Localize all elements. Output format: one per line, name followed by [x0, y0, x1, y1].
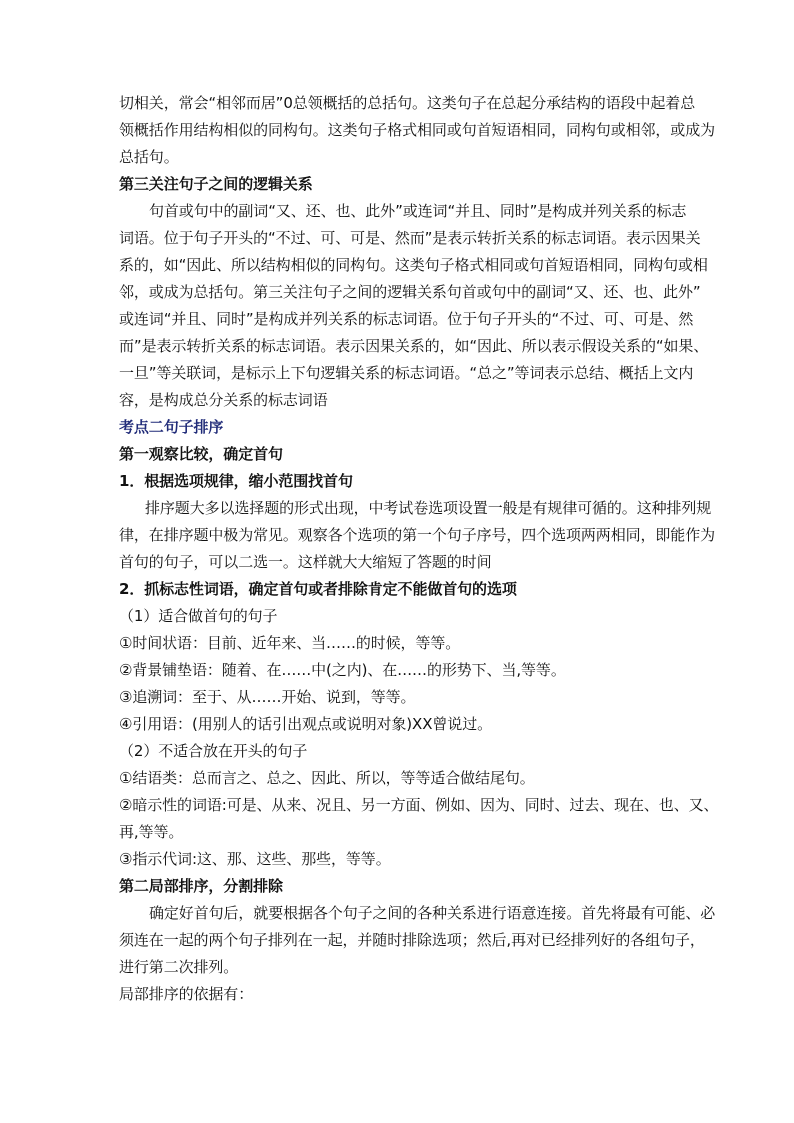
document-page — [119, 90, 719, 1008]
section-heading-logic: 第三关注句子之间的逻辑关系 — [119, 175, 313, 193]
suitable-list — [119, 630, 679, 738]
text-line: 排序题大多以选择题的形式出现，中考试卷选项设置一般是有规律可循的。这种排列规 — [145, 499, 712, 517]
list-item: ②背景铺垫语：随着、在……中(之内)、在……的形势下、当,等等。 — [119, 661, 566, 679]
text-line: 一旦”等关联词，是标示上下句逻辑关系的标志词语。“总之”等词表示总结、概括上文内 — [119, 364, 694, 382]
text-line: 律，在排序题中极为常见。观察各个选项的第一个句子序号，四个选项两两相同，即能作为 — [119, 526, 716, 544]
paragraph-local-sort — [119, 900, 716, 981]
paragraph-logic — [119, 198, 709, 414]
list-item: ②暗示性的词语:可是、从来、况且、另一方面、例如、因为、同时、过去、现在、也、又、 — [119, 796, 719, 814]
unsuitable-list — [119, 765, 719, 873]
final-line: 局部排序的依据有： — [119, 985, 254, 1003]
list-item: ①时间状语：目前、近年来、当……的时候，等等。 — [119, 634, 461, 652]
text-line: 或连词“并且、同时”是构成并列关系的标志词语。位于句子开头的“不过、可、可是、然 — [119, 310, 694, 328]
list-item: ③追溯词：至于、从……开始、说到，等等。 — [119, 688, 416, 706]
step2-heading: 第二局部排序，分割排除 — [119, 877, 283, 895]
list-item: 再,等等。 — [119, 823, 184, 841]
list-item: ④引用语：(用别人的话引出观点或说明对象)XX曾说过。 — [119, 715, 493, 733]
text-line: 切相关，常会“相邻而居”0总领概括的总括句。这类句子在总起分承结构的语段中起着总 — [119, 94, 696, 112]
text-line: 确定好首句后，就要根据各个句子之间的各种关系进行语意连接。首先将最有可能、必 — [149, 904, 716, 922]
text-line: 容，是构成总分关系的标志词语 — [119, 391, 328, 409]
kaodian-heading: 考点二句子排序 — [119, 418, 224, 436]
sub1-heading: 1．根据选项规律，缩小范围找首句 — [119, 472, 353, 490]
step1-heading: 第一观察比较，确定首句 — [119, 445, 283, 463]
sub2-heading: 2．抓标志性词语，确定首句或者排除肯定不能做首句的选项 — [119, 580, 517, 598]
list-item: ③指示代词:这、那、这些、那些，等等。 — [119, 850, 391, 868]
text-line: 系的，如“因此、所以结构相似的同构句。这类句子格式相同或句首短语相同，同构句或相 — [119, 256, 708, 274]
text-line: 而”是表示转折关系的标志词语。表示因果关系的，如“因此、所以表示假设关系的“如果、 — [119, 337, 709, 355]
list-item: ①结语类：总而言之、总之、因此、所以，等等适合做结尾句。 — [119, 769, 535, 787]
text-line: 词语。位于句子开头的“不过、可、可是、然而”是表示转折关系的标志词语。表示因果关 — [119, 229, 701, 247]
text-line: 领概括作用结构相似的同构句。这类句子格式相同或句首短语相同，同构句或相邻，或成为 — [119, 121, 716, 139]
paragraph-intro — [119, 90, 716, 171]
paragraph-options — [119, 495, 716, 576]
text-line: 须连在一起的两个句子排列在一起，并随时排除选项；然后,再对已经排列好的各组句子， — [119, 931, 705, 949]
suitable-heading: （1）适合做首句的句子 — [119, 607, 278, 625]
text-line: 总括句。 — [119, 148, 179, 166]
text-line: 句首或句中的副词“又、还、也、此外”或连词“并且、同时”是构成并列关系的标志 — [149, 202, 687, 220]
text-line: 首句的句子，可以二选一。这样就大大缩短了答题的时间 — [119, 553, 492, 571]
text-line: 进行第二次排列。 — [119, 958, 239, 976]
unsuitable-heading: （2）不适合放在开头的句子 — [119, 742, 308, 760]
text-line: 邻，或成为总括句。第三关注句子之间的逻辑关系句首或句中的副词“又、还、也、此外” — [119, 283, 701, 301]
